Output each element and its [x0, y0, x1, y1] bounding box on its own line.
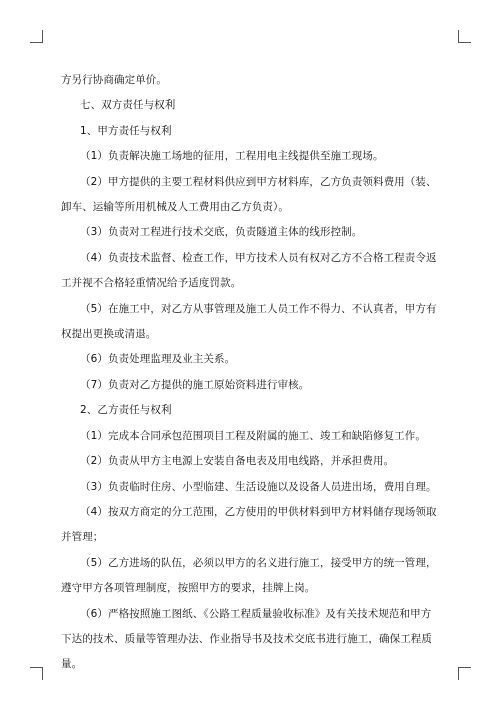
paragraph-a-3: （3）负责对工程进行技术交底，负责隧道主体的线形控制。	[80, 226, 363, 239]
paragraph-b-1: （1）完成本合同承包范围项目工程及附属的施工、竣工和缺陷修复工作。	[80, 429, 426, 442]
section-heading-7: 七、双方责任与权利	[80, 99, 176, 112]
crop-mark-bottom-left	[30, 667, 43, 680]
paragraph-continuation: 方另行协商确定单价。	[61, 74, 167, 86]
paragraph-b-3: （3）负责临时住房、小型临建、生活设施以及设备人员进出场，费用自理。	[80, 480, 437, 493]
document-body	[61, 68, 437, 678]
paragraph-b-2: （2）负责从甲方主电源上安装自备电表及用电线路，并承担费用。	[80, 455, 395, 468]
paragraph-a-2: （2）甲方提供的主要工程材料供应到甲方材料库，乙方负责领料费用（装、卸车、运输等所用机械及人工费用由乙方负责）。	[61, 175, 437, 214]
paragraph-a-5: （5）在施工中，对乙方从事管理及施工人员工作不得力、不认真者，甲方有权提出更换或清退。	[61, 302, 437, 341]
crop-mark-top-left	[30, 30, 43, 43]
paragraph-a-7: （7）负责对乙方提供的施工原始资料进行审核。	[80, 378, 310, 391]
subsection-heading-party-b: 2、乙方责任与权利	[80, 404, 172, 417]
paragraph-a-4: （4）负责技术监督、检查工作，甲方技术人员有权对乙方不合格工程责令返工并视不合格轻重情况给予适度罚款。	[61, 251, 437, 290]
paragraph-b-5: （5）乙方进场的队伍，必须以甲方的名义进行施工，接受甲方的统一管理，遵守甲方各项管理制度，按照甲方的要求，挂牌上岗。	[61, 556, 437, 595]
paragraph-a-6: （6）负责处理监理及业主关系。	[80, 353, 236, 366]
paragraph-b-6: （6）严格按照施工图纸、《公路工程质量验收标准》及有关技术规范和甲方下达的技术、质量等管理办法、作业指导书及技术交底书进行施工，确保工程质量。	[61, 607, 432, 671]
crop-mark-bottom-right	[458, 667, 471, 680]
paragraph-b-4: （4）按双方商定的分工范围，乙方使用的甲供材料到甲方材料储存现场领取并管理；	[61, 505, 437, 544]
crop-mark-top-right	[458, 30, 471, 43]
paragraph-a-1: （1）负责解决施工场地的征用，工程用电主线提供至施工现场。	[80, 150, 384, 163]
subsection-heading-party-a: 1、甲方责任与权利	[80, 124, 172, 137]
